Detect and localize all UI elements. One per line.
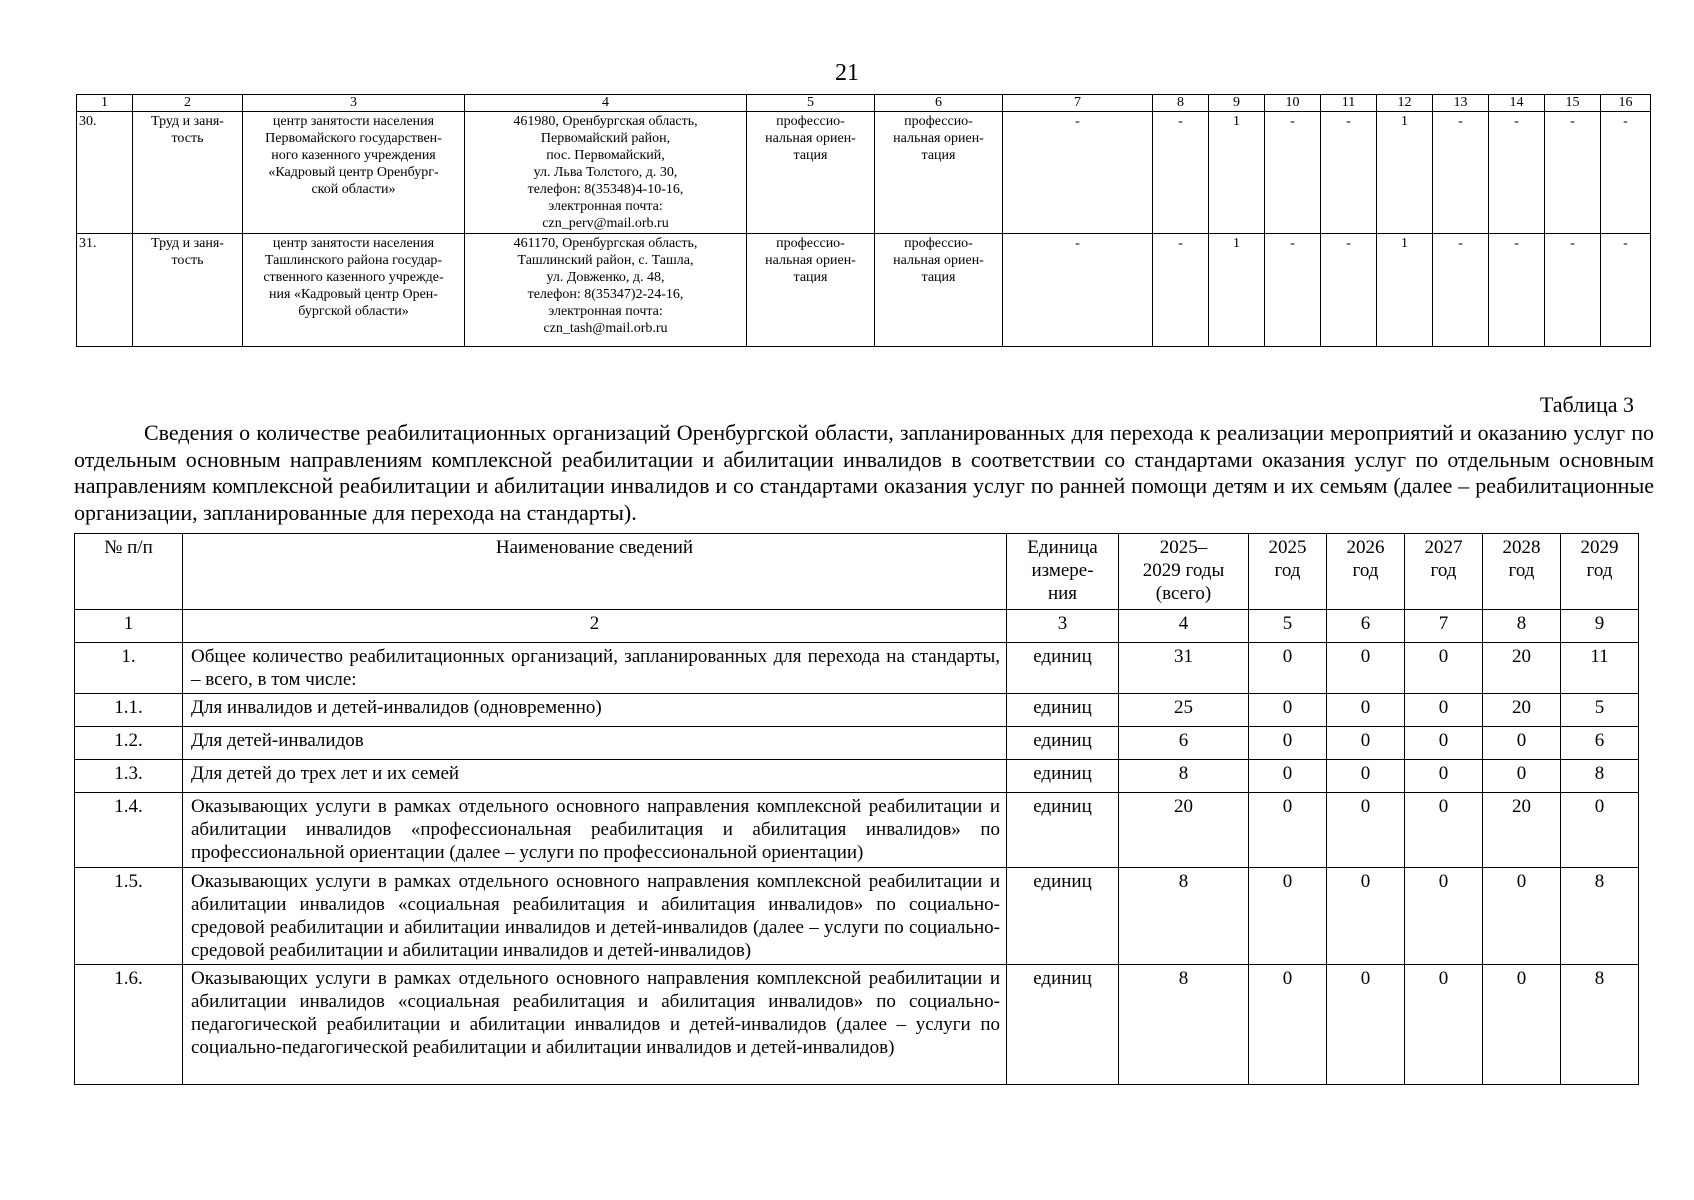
row-2026: 0: [1327, 727, 1405, 760]
row-total: 25: [1119, 694, 1249, 727]
row-name: Оказывающих услуги в рамках отдельного основного направления комплексной реабилитации и абилитации инвалидов «социальная реабилитация и абилитация инвалидов» по социально-педагогической реабилитации и абилитации инвалидов и детей-инвалидов (далее – услуги по социально-педагогической реабилитации и абилитации инвалидов и детей-инвалидов): [183, 965, 1007, 1085]
row-number: 1.1.: [75, 694, 183, 727]
value-cell: 1: [1209, 234, 1265, 347]
column-number: 4: [465, 95, 747, 112]
row-2028: 20: [1483, 643, 1561, 694]
column-number: 1: [77, 95, 133, 112]
column-number: 11: [1321, 95, 1377, 112]
table-row: [75, 727, 1639, 760]
column-number: 10: [1265, 95, 1321, 112]
column-number-row: [77, 95, 1651, 112]
row-total: 31: [1119, 643, 1249, 694]
service-cell: профессио- нальная ориен- тация: [747, 112, 875, 234]
value-cell: -: [1489, 112, 1545, 234]
row-number: 1.2.: [75, 727, 183, 760]
row-unit: единиц: [1007, 965, 1119, 1085]
row-2025: 0: [1249, 694, 1327, 727]
column-number: 5: [1249, 610, 1327, 643]
value-cell: -: [1321, 112, 1377, 234]
row-total: 6: [1119, 727, 1249, 760]
row-2028: 20: [1483, 694, 1561, 727]
row-number: 1.5.: [75, 868, 183, 965]
row-unit: единиц: [1007, 760, 1119, 793]
header-2025: 2025 год: [1249, 534, 1327, 610]
row-2028: 0: [1483, 868, 1561, 965]
value-cell: -: [1545, 234, 1601, 347]
row-2027: 0: [1405, 760, 1483, 793]
row-name: Оказывающих услуги в рамках отдельного основного направления комплексной реабилитации и абилитации инвалидов «социальная реабилитация и абилитация инвалидов» по социально-средовой реабилитации и абилитации инвалидов и детей-инвалидов (далее – услуги по социально-средовой реабилитации и абилитации инвалидов и детей-инвалидов): [183, 868, 1007, 965]
column-number: 2: [133, 95, 243, 112]
service-cell: профессио- нальная ориен- тация: [875, 234, 1003, 347]
row-unit: единиц: [1007, 868, 1119, 965]
value-cell: -: [1003, 112, 1153, 234]
table-row: [75, 965, 1639, 1085]
table-row: [75, 643, 1639, 694]
header-num: № п/п: [75, 534, 183, 610]
table-row: [77, 112, 1651, 234]
row-2029: 11: [1561, 643, 1639, 694]
row-2026: 0: [1327, 760, 1405, 793]
row-2026: 0: [1327, 694, 1405, 727]
value-cell: -: [1489, 234, 1545, 347]
column-number: 15: [1545, 95, 1601, 112]
column-number: 4: [1119, 610, 1249, 643]
row-2028: 0: [1483, 965, 1561, 1085]
row-2029: 8: [1561, 965, 1639, 1085]
rehab-organizations-table: [74, 533, 1639, 1085]
header-row: [75, 534, 1639, 610]
row-2027: 0: [1405, 965, 1483, 1085]
value-cell: 1: [1209, 112, 1265, 234]
row-2029: 0: [1561, 793, 1639, 868]
column-number: 16: [1601, 95, 1651, 112]
row-number: 30.: [77, 112, 133, 234]
row-name: Общее количество реабилитационных организаций, запланированных для перехода на стандарты, – всего, в том числе:: [183, 643, 1007, 694]
row-2025: 0: [1249, 965, 1327, 1085]
row-unit: единиц: [1007, 793, 1119, 868]
row-number: 31.: [77, 234, 133, 347]
row-name: Для детей до трех лет и их семей: [183, 760, 1007, 793]
row-total: 20: [1119, 793, 1249, 868]
column-number: 12: [1377, 95, 1433, 112]
row-unit: единиц: [1007, 643, 1119, 694]
value-cell: -: [1265, 112, 1321, 234]
column-number: 7: [1003, 95, 1153, 112]
table-row: [75, 760, 1639, 793]
organizations-table: [76, 94, 1651, 347]
row-2027: 0: [1405, 643, 1483, 694]
column-number: 5: [747, 95, 875, 112]
row-unit: единиц: [1007, 727, 1119, 760]
row-name: Оказывающих услуги в рамках отдельного основного направления комплексной реабилитации и абилитации инвалидов «профессиональная реабилитация и абилитация инвалидов» по профессиональной ориентации (далее – услуги по профессиональной ориентации): [183, 793, 1007, 868]
value-cell: 1: [1377, 112, 1433, 234]
table-row: [77, 234, 1651, 347]
row-2025: 0: [1249, 793, 1327, 868]
row-total: 8: [1119, 868, 1249, 965]
row-number: 1.: [75, 643, 183, 694]
value-cell: -: [1003, 234, 1153, 347]
value-cell: -: [1265, 234, 1321, 347]
column-number-row: [75, 610, 1639, 643]
service-cell: профессио- нальная ориен- тация: [875, 112, 1003, 234]
row-name: Для инвалидов и детей-инвалидов (одновременно): [183, 694, 1007, 727]
column-number: 7: [1405, 610, 1483, 643]
table-row: [75, 694, 1639, 727]
column-number: 13: [1433, 95, 1489, 112]
sphere-cell: Труд и заня- тость: [133, 234, 243, 347]
row-number: 1.4.: [75, 793, 183, 868]
value-cell: -: [1321, 234, 1377, 347]
row-name: Для детей-инвалидов: [183, 727, 1007, 760]
row-2025: 0: [1249, 643, 1327, 694]
row-2026: 0: [1327, 793, 1405, 868]
value-cell: -: [1433, 112, 1489, 234]
row-2026: 0: [1327, 965, 1405, 1085]
organization-cell: центр занятости населения Первомайского государствен- ного казенного учреждения «Кадровый центр Оренбург- ской области»: [243, 112, 465, 234]
row-2027: 0: [1405, 727, 1483, 760]
header-2029: 2029 год: [1561, 534, 1639, 610]
header-name: Наименование сведений: [183, 534, 1007, 610]
header-2026: 2026 год: [1327, 534, 1405, 610]
row-2025: 0: [1249, 727, 1327, 760]
row-2029: 6: [1561, 727, 1639, 760]
column-number: 3: [243, 95, 465, 112]
row-2028: 0: [1483, 727, 1561, 760]
table-row: [75, 868, 1639, 965]
row-number: 1.6.: [75, 965, 183, 1085]
row-2025: 0: [1249, 868, 1327, 965]
header-2028: 2028 год: [1483, 534, 1561, 610]
column-number: 8: [1153, 95, 1209, 112]
row-total: 8: [1119, 965, 1249, 1085]
row-2028: 20: [1483, 793, 1561, 868]
column-number: 9: [1209, 95, 1265, 112]
header-2027: 2027 год: [1405, 534, 1483, 610]
row-2025: 0: [1249, 760, 1327, 793]
description-text: Сведения о количестве реабилитационных организаций Оренбургской области, запланированных для перехода к реализации мероприятий и оказанию услуг по отдельным основным направлениям комплексной реабилитации и абилитации инвалидов в соответствии со стандартами оказания услуг по отдельным основным направлениям комплексной реабилитации и абилитации инвалидов и со стандартами оказания услуг по ранней помощи детям и их семьям (далее – реабилитационные организации, запланированные для перехода на стандарты).: [74, 420, 1654, 525]
table-description: [74, 420, 1654, 526]
organization-cell: центр занятости населения Ташлинского района государ- ственного казенного учрежде- ния «Кадровый центр Орен- бургской области»: [243, 234, 465, 347]
row-total: 8: [1119, 760, 1249, 793]
row-2029: 8: [1561, 868, 1639, 965]
column-number: 14: [1489, 95, 1545, 112]
column-number: 8: [1483, 610, 1561, 643]
table-row: [75, 793, 1639, 868]
row-unit: единиц: [1007, 694, 1119, 727]
service-cell: профессио- нальная ориен- тация: [747, 234, 875, 347]
value-cell: -: [1601, 234, 1651, 347]
header-total: 2025– 2029 годы (всего): [1119, 534, 1249, 610]
value-cell: 1: [1377, 234, 1433, 347]
row-2029: 5: [1561, 694, 1639, 727]
page-number: 21: [835, 60, 859, 86]
value-cell: -: [1153, 234, 1209, 347]
column-number: 3: [1007, 610, 1119, 643]
table-caption: Таблица 3: [1539, 392, 1634, 417]
value-cell: -: [1433, 234, 1489, 347]
row-2029: 8: [1561, 760, 1639, 793]
value-cell: -: [1153, 112, 1209, 234]
column-number: 2: [183, 610, 1007, 643]
column-number: 9: [1561, 610, 1639, 643]
row-2027: 0: [1405, 694, 1483, 727]
row-2026: 0: [1327, 868, 1405, 965]
column-number: 6: [1327, 610, 1405, 643]
row-number: 1.3.: [75, 760, 183, 793]
value-cell: -: [1601, 112, 1651, 234]
row-2027: 0: [1405, 793, 1483, 868]
sphere-cell: Труд и заня- тость: [133, 112, 243, 234]
address-cell: 461980, Оренбургская область, Первомайский район, пос. Первомайский, ул. Льва Толстого, д. 30, телефон: 8(35348)4-10-16, электронная почта: czn_perv@mail.orb.ru: [465, 112, 747, 234]
header-unit: Единица измере- ния: [1007, 534, 1119, 610]
row-2028: 0: [1483, 760, 1561, 793]
column-number: 6: [875, 95, 1003, 112]
row-2027: 0: [1405, 868, 1483, 965]
value-cell: -: [1545, 112, 1601, 234]
row-2026: 0: [1327, 643, 1405, 694]
column-number: 1: [75, 610, 183, 643]
address-cell: 461170, Оренбургская область, Ташлинский район, с. Ташла, ул. Довженко, д. 48, телефон: 8(35347)2-24-16, электронная почта: czn_tash@mail.orb.ru: [465, 234, 747, 347]
